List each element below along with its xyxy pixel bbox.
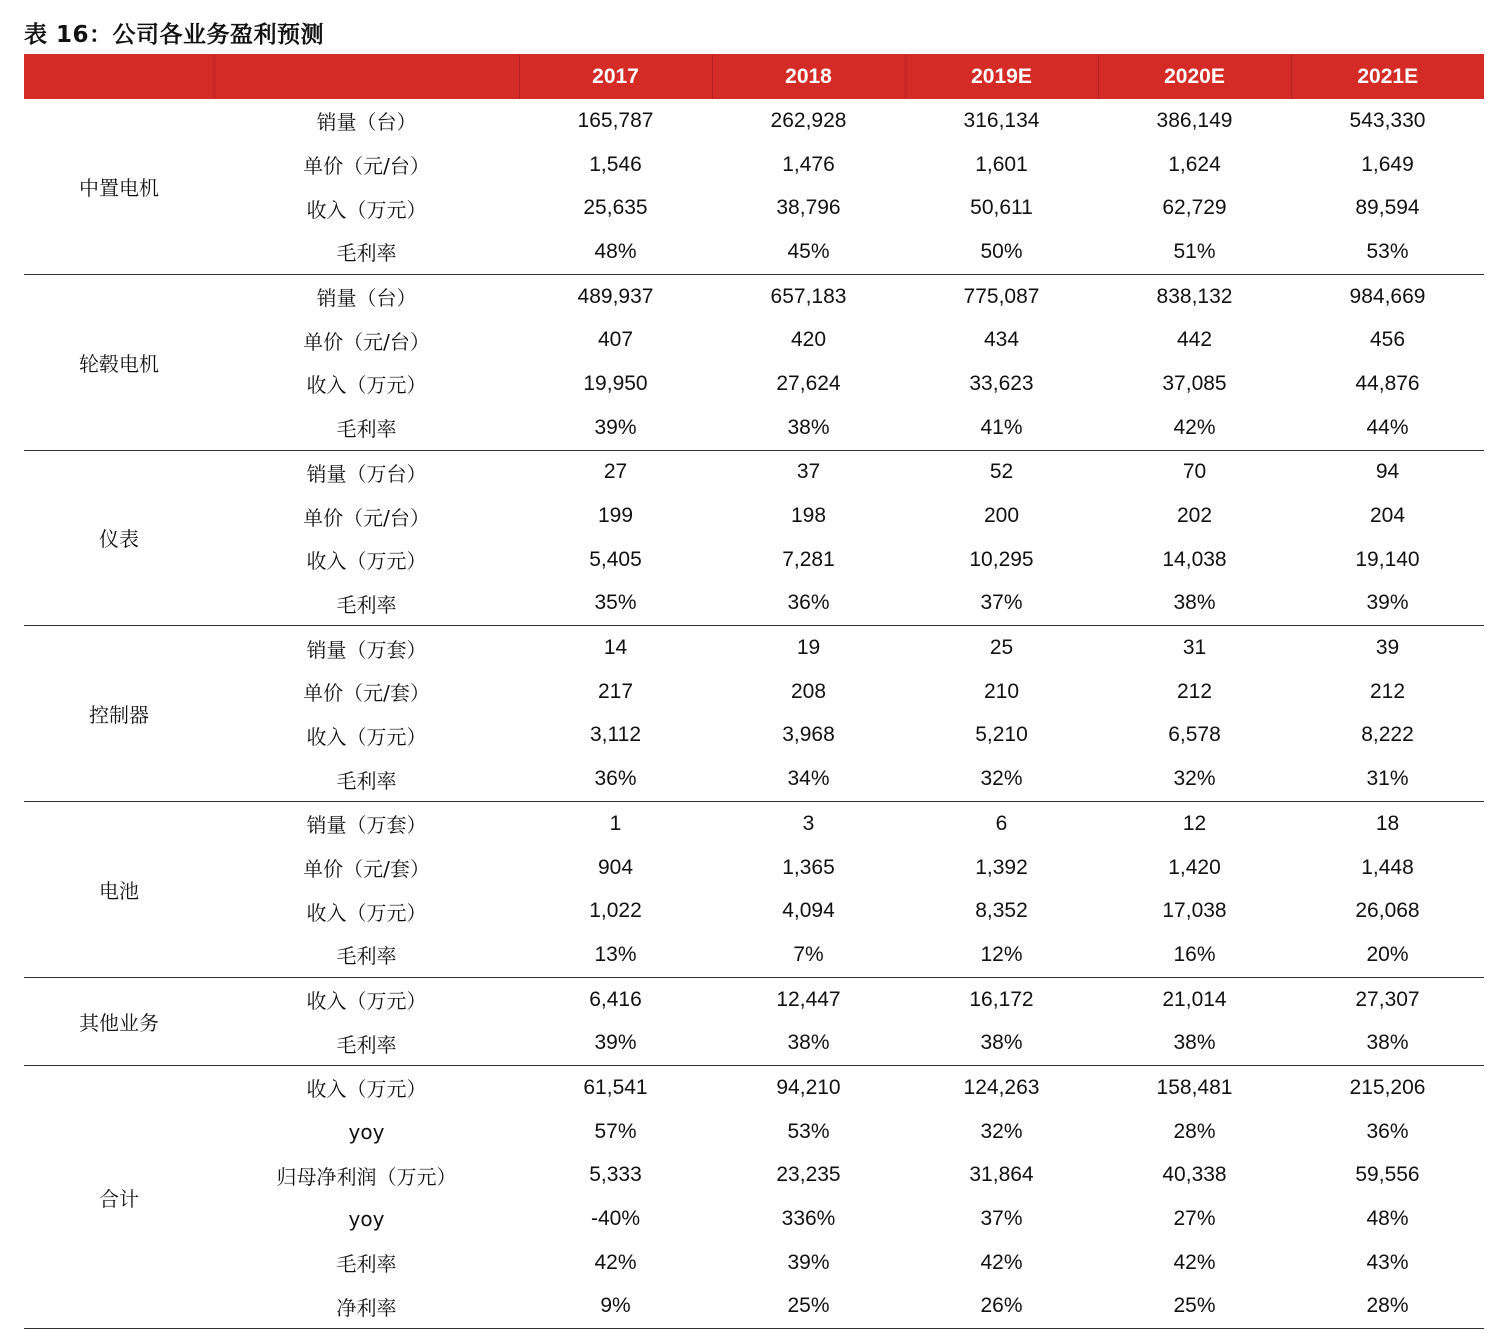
value-cell: 36% — [1366, 1119, 1409, 1143]
value-cell: 25% — [1098, 1285, 1291, 1329]
segment-name: 控制器 — [24, 626, 214, 802]
value-cell: 386,149 — [1156, 108, 1233, 132]
header-cell-metric — [214, 54, 519, 99]
value-cell: 420 — [790, 328, 827, 352]
value-cell: 42% — [594, 1250, 637, 1274]
value-cell: 1,022 — [589, 899, 642, 923]
table-row — [24, 802, 1484, 846]
value-cell: 14 — [603, 636, 628, 660]
value-cell: 94,210 — [776, 1075, 841, 1099]
value-cell: 212 — [1369, 679, 1406, 703]
value-cell: 38,796 — [776, 196, 841, 220]
value-cell: -40% — [590, 1207, 641, 1231]
table-row — [24, 1021, 1484, 1065]
value-cell: 42% — [1098, 406, 1291, 450]
value-cell: 28% — [1291, 1285, 1484, 1329]
header-cell-year: 2021E — [1291, 54, 1484, 99]
value-cell: 7,281 — [782, 547, 835, 571]
table-row — [24, 1197, 1484, 1241]
value-cell: 3,968 — [782, 723, 835, 747]
metric-label: 单价（元/套） — [303, 681, 430, 706]
segment-name: 中置电机 — [24, 99, 214, 274]
value-cell: 5,210 — [975, 723, 1028, 747]
value-cell: 21,014 — [1162, 987, 1227, 1011]
metric-label: 毛利率 — [214, 230, 519, 274]
segment-name: 轮毂电机 — [24, 274, 214, 450]
value-cell: 984,669 — [1349, 284, 1426, 308]
value-cell: 39% — [787, 1250, 830, 1274]
table-row — [24, 582, 1484, 626]
metric-label: 单价（元/套） — [303, 857, 430, 882]
value-cell: 27 — [603, 460, 628, 484]
metric-label: 毛利率 — [214, 406, 519, 450]
value-cell: 5,405 — [589, 547, 642, 571]
table-row — [24, 889, 1484, 933]
value-cell: 34% — [712, 757, 905, 801]
metric-label: 单价（元/台） — [303, 154, 430, 179]
segment-name: 仪表 — [24, 450, 214, 626]
metric-label: 收入（万元） — [306, 989, 427, 1014]
table-row — [24, 230, 1484, 274]
value-cell: 94 — [1375, 460, 1400, 484]
value-cell: 39% — [519, 1021, 712, 1065]
table-row — [24, 714, 1484, 758]
value-cell: 44% — [1291, 406, 1484, 450]
table-row — [24, 1066, 1484, 1110]
value-cell: 1,420 — [1168, 855, 1221, 879]
value-cell: 38% — [905, 1021, 1098, 1065]
value-cell: 16,172 — [969, 987, 1034, 1011]
table-row — [24, 757, 1484, 801]
table-row — [24, 186, 1484, 230]
header-cell-year: 2017 — [519, 54, 712, 99]
metric-label: 销量（台） — [316, 110, 417, 135]
value-cell: 31 — [1182, 636, 1207, 660]
value-cell: 198 — [790, 504, 827, 528]
value-cell: 35% — [519, 582, 712, 626]
metric-label: yoy — [348, 1207, 385, 1232]
value-cell: 50,611 — [970, 196, 1033, 220]
value-cell: 6 — [995, 811, 1008, 835]
metric-label: 收入（万元） — [306, 373, 427, 398]
value-cell: 26% — [905, 1285, 1098, 1329]
header-cell-year: 2019E — [905, 54, 1098, 99]
table-row — [24, 670, 1484, 714]
value-cell: 51% — [1098, 230, 1291, 274]
value-cell: 38% — [1098, 582, 1291, 626]
value-cell: 38% — [1291, 1021, 1484, 1065]
value-cell: 50% — [905, 230, 1098, 274]
value-cell: 12% — [905, 933, 1098, 977]
metric-label: 毛利率 — [336, 1252, 397, 1277]
value-cell: 200 — [983, 504, 1020, 528]
value-cell: 48% — [1366, 1207, 1409, 1231]
value-cell: 407 — [597, 328, 634, 352]
metric-label: 净利率 — [214, 1285, 519, 1329]
value-cell: 17,038 — [1162, 899, 1227, 923]
value-cell: 33,623 — [969, 371, 1034, 395]
value-cell: 543,330 — [1349, 108, 1426, 132]
header-cell-year: 2018 — [712, 54, 905, 99]
metric-label: 毛利率 — [214, 757, 519, 801]
value-cell: 1,546 — [589, 152, 642, 176]
table-row — [24, 846, 1484, 890]
value-cell: 25% — [712, 1285, 905, 1329]
value-cell: 44,876 — [1355, 371, 1420, 395]
value-cell: 215,206 — [1349, 1075, 1426, 1099]
table-row — [24, 318, 1484, 362]
value-cell: 13% — [519, 933, 712, 977]
table-row — [24, 626, 1484, 670]
value-cell: 1 — [609, 811, 622, 835]
metric-label: 收入（万元） — [306, 197, 427, 222]
value-cell: 1,601 — [975, 152, 1028, 176]
value-cell: 28% — [1173, 1119, 1216, 1143]
value-cell: 57% — [594, 1119, 637, 1143]
metric-label: 收入（万元） — [306, 549, 427, 574]
header-cell-year: 2020E — [1098, 54, 1291, 99]
value-cell: 489,937 — [577, 284, 654, 308]
value-cell: 7% — [712, 933, 905, 977]
value-cell: 14,038 — [1162, 547, 1227, 571]
value-cell: 16% — [1098, 933, 1291, 977]
value-cell: 32% — [980, 1119, 1023, 1143]
value-cell: 89,594 — [1355, 196, 1420, 220]
value-cell: 39 — [1375, 636, 1400, 660]
value-cell: 1,392 — [975, 855, 1028, 879]
table-body — [24, 99, 1484, 1329]
value-cell: 43% — [1366, 1250, 1409, 1274]
value-cell: 25,635 — [583, 196, 648, 220]
value-cell: 262,928 — [770, 108, 847, 132]
metric-label: 单价（元/台） — [303, 329, 430, 354]
header-cell-segment — [24, 54, 214, 99]
value-cell: 124,263 — [963, 1075, 1040, 1099]
value-cell: 32% — [1098, 757, 1291, 801]
table-row — [24, 450, 1484, 494]
value-cell: 19,950 — [583, 371, 648, 395]
value-cell: 6,578 — [1168, 723, 1221, 747]
value-cell: 39% — [1291, 582, 1484, 626]
table-row — [24, 1154, 1484, 1198]
value-cell: 23,235 — [776, 1163, 841, 1187]
metric-label: 收入（万元） — [306, 900, 427, 925]
value-cell: 70 — [1182, 460, 1207, 484]
value-cell: 19 — [796, 636, 821, 660]
value-cell: 6,416 — [589, 987, 642, 1011]
value-cell: 36% — [712, 582, 905, 626]
metric-label: 销量（万套） — [306, 813, 427, 838]
value-cell: 210 — [983, 679, 1020, 703]
value-cell: 48% — [519, 230, 712, 274]
metric-label: 毛利率 — [214, 933, 519, 977]
value-cell: 53% — [787, 1119, 830, 1143]
metric-label: yoy — [348, 1119, 385, 1144]
value-cell: 904 — [597, 855, 634, 879]
segment-name: 其他业务 — [24, 977, 214, 1065]
value-cell: 8,352 — [975, 899, 1028, 923]
value-cell: 202 — [1176, 504, 1213, 528]
value-cell: 12,447 — [776, 987, 841, 1011]
value-cell: 165,787 — [577, 108, 654, 132]
table-row — [24, 977, 1484, 1021]
value-cell: 25 — [989, 636, 1014, 660]
value-cell: 42% — [1173, 1250, 1216, 1274]
table-row — [24, 362, 1484, 406]
table-row — [24, 1285, 1484, 1329]
metric-label: 毛利率 — [214, 1021, 519, 1065]
value-cell: 657,183 — [770, 284, 847, 308]
value-cell: 38% — [712, 1021, 905, 1065]
value-cell: 1,448 — [1361, 855, 1414, 879]
value-cell: 20% — [1291, 933, 1484, 977]
value-cell: 45% — [712, 230, 905, 274]
value-cell: 53% — [1291, 230, 1484, 274]
value-cell: 61,541 — [583, 1075, 648, 1099]
forecast-table — [24, 54, 1484, 1329]
table-row — [24, 1110, 1484, 1154]
value-cell: 1,365 — [782, 855, 835, 879]
value-cell: 1,624 — [1168, 152, 1221, 176]
table-title: 表 16：公司各业务盈利预测 — [24, 22, 325, 48]
table-row — [24, 1241, 1484, 1285]
value-cell: 40,338 — [1162, 1163, 1227, 1187]
value-cell: 10,295 — [969, 547, 1034, 571]
value-cell: 3,112 — [590, 723, 641, 747]
value-cell: 37% — [905, 582, 1098, 626]
value-cell: 38% — [1098, 1021, 1291, 1065]
metric-label: 销量（万套） — [306, 637, 427, 662]
table-row — [24, 274, 1484, 318]
value-cell: 31% — [1291, 757, 1484, 801]
value-cell: 26,068 — [1355, 899, 1420, 923]
value-cell: 18 — [1375, 811, 1400, 835]
value-cell: 41% — [905, 406, 1098, 450]
value-cell: 8,222 — [1361, 723, 1414, 747]
header-row — [24, 54, 1484, 99]
value-cell: 37 — [796, 460, 821, 484]
value-cell: 158,481 — [1156, 1075, 1233, 1099]
value-cell: 204 — [1369, 504, 1406, 528]
value-cell: 199 — [597, 504, 634, 528]
value-cell: 37,085 — [1162, 371, 1227, 395]
value-cell: 62,729 — [1162, 196, 1227, 220]
metric-label: 单价（元/台） — [303, 505, 430, 530]
value-cell: 12 — [1182, 811, 1207, 835]
value-cell: 27,307 — [1355, 987, 1420, 1011]
metric-label: 归母净利润（万元） — [276, 1164, 457, 1189]
table-row — [24, 143, 1484, 187]
value-cell: 4,094 — [782, 899, 835, 923]
value-cell: 52 — [989, 460, 1014, 484]
metric-label: 收入（万元） — [306, 1077, 427, 1102]
value-cell: 37% — [980, 1207, 1023, 1231]
table-row — [24, 538, 1484, 582]
table-row — [24, 99, 1484, 143]
value-cell: 19,140 — [1355, 547, 1420, 571]
value-cell: 217 — [597, 679, 634, 703]
metric-label: 毛利率 — [214, 582, 519, 626]
value-cell: 336% — [781, 1207, 836, 1231]
value-cell: 208 — [790, 679, 827, 703]
value-cell: 59,556 — [1355, 1163, 1420, 1187]
value-cell: 27,624 — [776, 371, 841, 395]
value-cell: 32% — [905, 757, 1098, 801]
segment-name: 合计 — [24, 1066, 214, 1329]
metric-label: 收入（万元） — [306, 724, 427, 749]
value-cell: 838,132 — [1156, 284, 1233, 308]
value-cell: 5,333 — [589, 1163, 642, 1187]
value-cell: 9% — [519, 1285, 712, 1329]
segment-name: 电池 — [24, 802, 214, 978]
value-cell: 42% — [980, 1250, 1023, 1274]
value-cell: 316,134 — [963, 108, 1040, 132]
value-cell: 1,476 — [782, 152, 835, 176]
value-cell: 3 — [802, 811, 815, 835]
value-cell: 39% — [519, 406, 712, 450]
value-cell: 27% — [1173, 1207, 1216, 1231]
table-row — [24, 494, 1484, 538]
table-row — [24, 933, 1484, 977]
value-cell: 1,649 — [1361, 152, 1414, 176]
value-cell: 434 — [983, 328, 1020, 352]
value-cell: 212 — [1176, 679, 1213, 703]
value-cell: 442 — [1176, 328, 1213, 352]
value-cell: 775,087 — [963, 284, 1040, 308]
metric-label: 销量（台） — [316, 286, 417, 311]
value-cell: 36% — [519, 757, 712, 801]
table-row — [24, 406, 1484, 450]
value-cell: 38% — [712, 406, 905, 450]
value-cell: 31,864 — [969, 1163, 1034, 1187]
metric-label: 销量（万台） — [306, 461, 427, 486]
value-cell: 456 — [1369, 328, 1406, 352]
